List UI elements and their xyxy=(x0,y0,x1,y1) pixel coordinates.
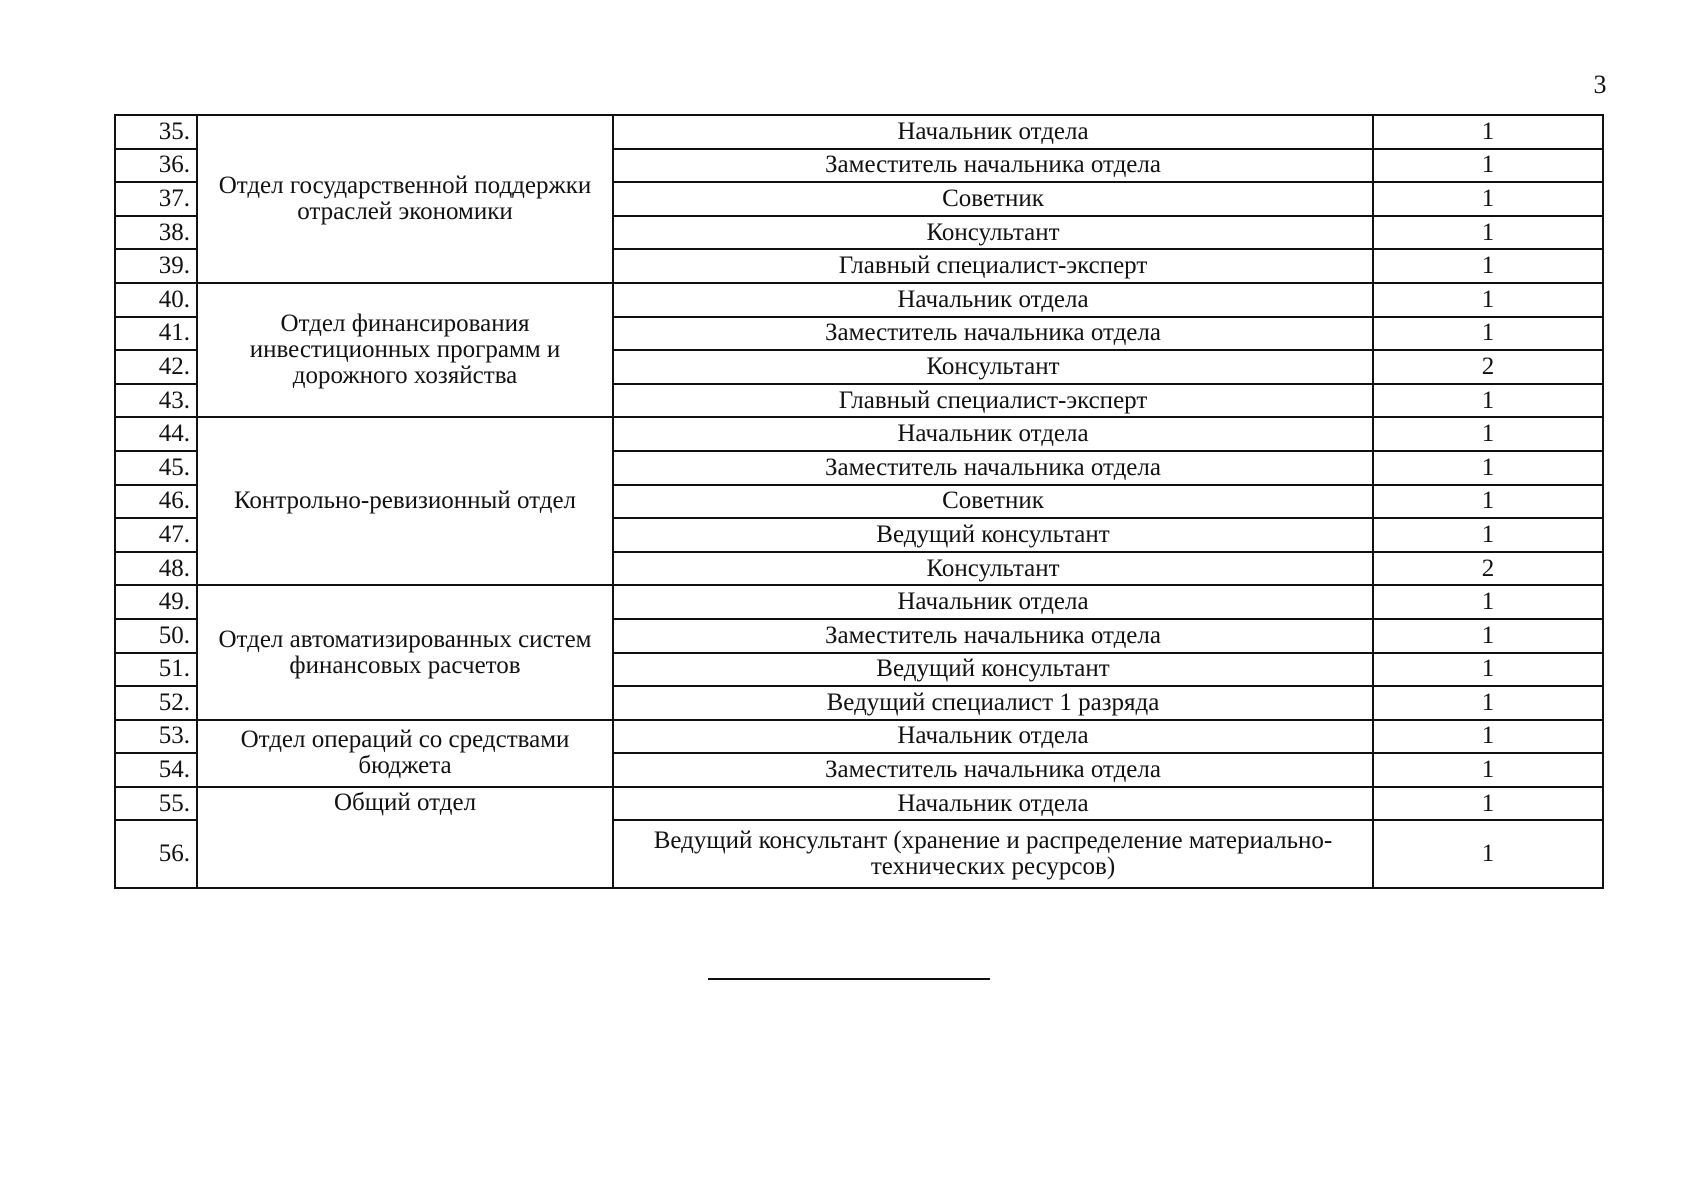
position-title: Советник xyxy=(613,182,1373,216)
staff-count: 1 xyxy=(1373,149,1603,183)
department-name: Контрольно-ревизионный отдел xyxy=(197,417,613,585)
position-title: Начальник отдела xyxy=(613,417,1373,451)
staff-count: 1 xyxy=(1373,115,1603,149)
position-title: Советник xyxy=(613,485,1373,519)
row-number: 54. xyxy=(115,753,197,787)
row-number: 38. xyxy=(115,216,197,250)
position-title: Главный специалист-эксперт xyxy=(613,249,1373,283)
table-row xyxy=(115,417,1603,451)
row-number: 48. xyxy=(115,552,197,586)
position-title: Заместитель начальника отдела xyxy=(613,451,1373,485)
department-name: Общий отдел xyxy=(197,787,613,889)
row-number: 50. xyxy=(115,619,197,653)
row-number: 37. xyxy=(115,182,197,216)
staff-count: 1 xyxy=(1373,216,1603,250)
staff-count: 1 xyxy=(1373,720,1603,754)
table-row xyxy=(115,585,1603,619)
page-number: 3 xyxy=(1593,70,1607,99)
position-title: Консультант xyxy=(613,552,1373,586)
department-name: Отдел государственной поддержки отраслей экономики xyxy=(197,115,613,283)
row-number: 39. xyxy=(115,249,197,283)
staff-table-body xyxy=(115,115,1603,888)
row-number: 53. xyxy=(115,720,197,754)
staff-count: 1 xyxy=(1373,619,1603,653)
row-number: 51. xyxy=(115,653,197,687)
row-number: 40. xyxy=(115,283,197,317)
table-row xyxy=(115,283,1603,317)
position-title: Главный специалист-эксперт xyxy=(613,384,1373,418)
position-title: Начальник отдела xyxy=(613,283,1373,317)
staff-count: 1 xyxy=(1373,518,1603,552)
table-row xyxy=(115,787,1603,821)
staff-count: 1 xyxy=(1373,384,1603,418)
row-number: 35. xyxy=(115,115,197,149)
row-number: 46. xyxy=(115,485,197,519)
department-name: Отдел автоматизированных систем финансовых расчетов xyxy=(197,585,613,719)
row-number: 45. xyxy=(115,451,197,485)
staff-count: 1 xyxy=(1373,585,1603,619)
position-title: Консультант xyxy=(613,350,1373,384)
row-number: 36. xyxy=(115,149,197,183)
row-number: 42. xyxy=(115,350,197,384)
staff-count: 2 xyxy=(1373,350,1603,384)
staff-count: 1 xyxy=(1373,283,1603,317)
position-title: Заместитель начальника отдела xyxy=(613,753,1373,787)
staff-count: 1 xyxy=(1373,653,1603,687)
position-title: Начальник отдела xyxy=(613,787,1373,821)
table-row xyxy=(115,115,1603,149)
position-title: Ведущий специалист 1 разряда xyxy=(613,686,1373,720)
position-title: Ведущий консультант xyxy=(613,518,1373,552)
staff-count: 2 xyxy=(1373,552,1603,586)
position-title: Начальник отдела xyxy=(613,720,1373,754)
staff-count: 1 xyxy=(1373,451,1603,485)
position-title: Заместитель начальника отдела xyxy=(613,317,1373,351)
row-number: 44. xyxy=(115,417,197,451)
staff-count: 1 xyxy=(1373,249,1603,283)
row-number: 55. xyxy=(115,787,197,821)
staff-count: 1 xyxy=(1373,753,1603,787)
department-name: Отдел операций со средствами бюджета xyxy=(197,720,613,787)
department-name: Отдел финансирования инвестиционных программ и дорожного хозяйства xyxy=(197,283,613,417)
staff-count: 1 xyxy=(1373,787,1603,821)
staff-count: 1 xyxy=(1373,686,1603,720)
staff-count: 1 xyxy=(1373,485,1603,519)
position-title: Ведущий консультант (хранение и распределение материально-технических ресурсов) xyxy=(613,820,1373,888)
staff-count: 1 xyxy=(1373,182,1603,216)
staff-table xyxy=(114,114,1604,889)
position-title: Ведущий консультант xyxy=(613,653,1373,687)
position-title: Заместитель начальника отдела xyxy=(613,619,1373,653)
table-row xyxy=(115,720,1603,754)
row-number: 43. xyxy=(115,384,197,418)
row-number: 56. xyxy=(115,820,197,888)
end-rule xyxy=(708,978,990,980)
row-number: 47. xyxy=(115,518,197,552)
staff-count: 1 xyxy=(1373,820,1603,888)
row-number: 41. xyxy=(115,317,197,351)
staff-count: 1 xyxy=(1373,317,1603,351)
position-title: Начальник отдела xyxy=(613,585,1373,619)
position-title: Заместитель начальника отдела xyxy=(613,149,1373,183)
staff-count: 1 xyxy=(1373,417,1603,451)
position-title: Начальник отдела xyxy=(613,115,1373,149)
row-number: 49. xyxy=(115,585,197,619)
row-number: 52. xyxy=(115,686,197,720)
position-title: Консультант xyxy=(613,216,1373,250)
